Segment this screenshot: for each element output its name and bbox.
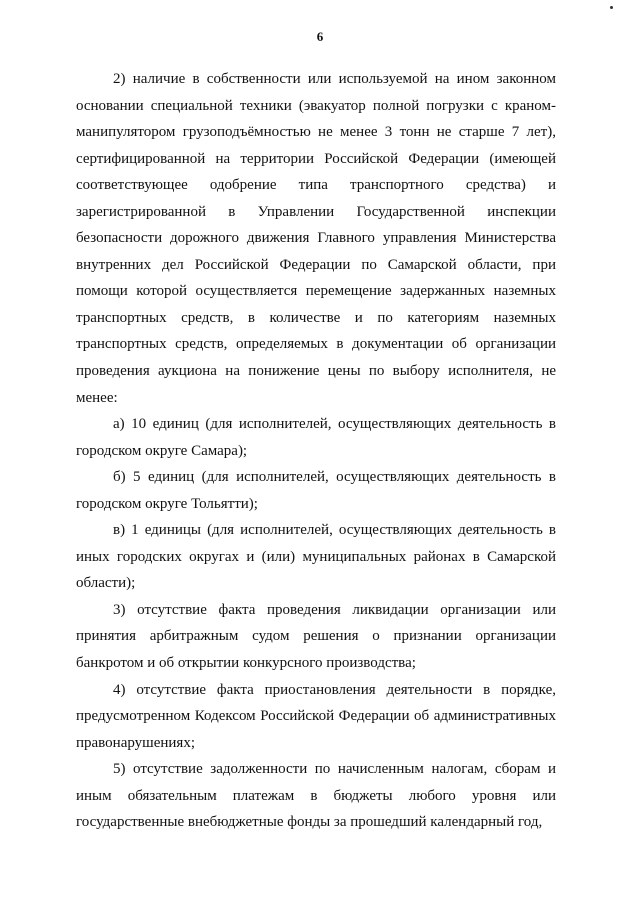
paragraph-item-2: 2) наличие в собственности или используемой на ином законном основании специальной техники (эвакуатор полной погрузки с краном-манипулятором грузоподъёмностью не менее 3 тонн не старше 7 лет), сертифицированной на территории Российской Федерации (имеющей соответствующее одобрение типа транспортного средства) и зарегистрированной в Управлении Государственной инспекции безопасности дорожного движения Главного управления Министерства внутренних дел Российской Федерации по Самарской области, при помощи которой осуществляется перемещение задержанных наземных транспортных средств, в количестве и по категориям наземных транспортных средств, определяемых в документации об организации проведения аукциона на понижение цены по выбору исполнителя, не менее:	[76, 71, 556, 406]
paragraph-item-3: 3) отсутствие факта проведения ликвидации организации или принятия арбитражным судом решения о признании организации банкротом и об открытии конкурсного производства;	[76, 601, 556, 672]
page-number: 6	[316, 29, 324, 44]
paragraph-item-4: 4) отсутствие факта приостановления деятельности в порядке, предусмотренном Кодексом Российской Федерации об административных правонарушениях;	[76, 681, 556, 751]
paragraph-subitem-v: в) 1 единицы (для исполнителей, осуществляющих деятельность в иных городских округах и (или) муниципальных районах в Самарской области);	[76, 522, 556, 592]
scan-mark	[610, 6, 613, 9]
paragraph-item-5: 5) отсутствие задолженности по начисленным налогам, сборам и иным обязательным платежам в бюджеты любого уровня или государственные внебюджетные фонды за прошедший календарный год,	[76, 761, 556, 831]
paragraph-subitem-b: б) 5 единиц (для исполнителей, осуществляющих деятельность в городском округе Тольятти);	[76, 469, 556, 512]
document-body	[76, 66, 556, 836]
paragraph-subitem-a: а) 10 единиц (для исполнителей, осуществляющих деятельность в городском округе Самара);	[76, 416, 556, 459]
